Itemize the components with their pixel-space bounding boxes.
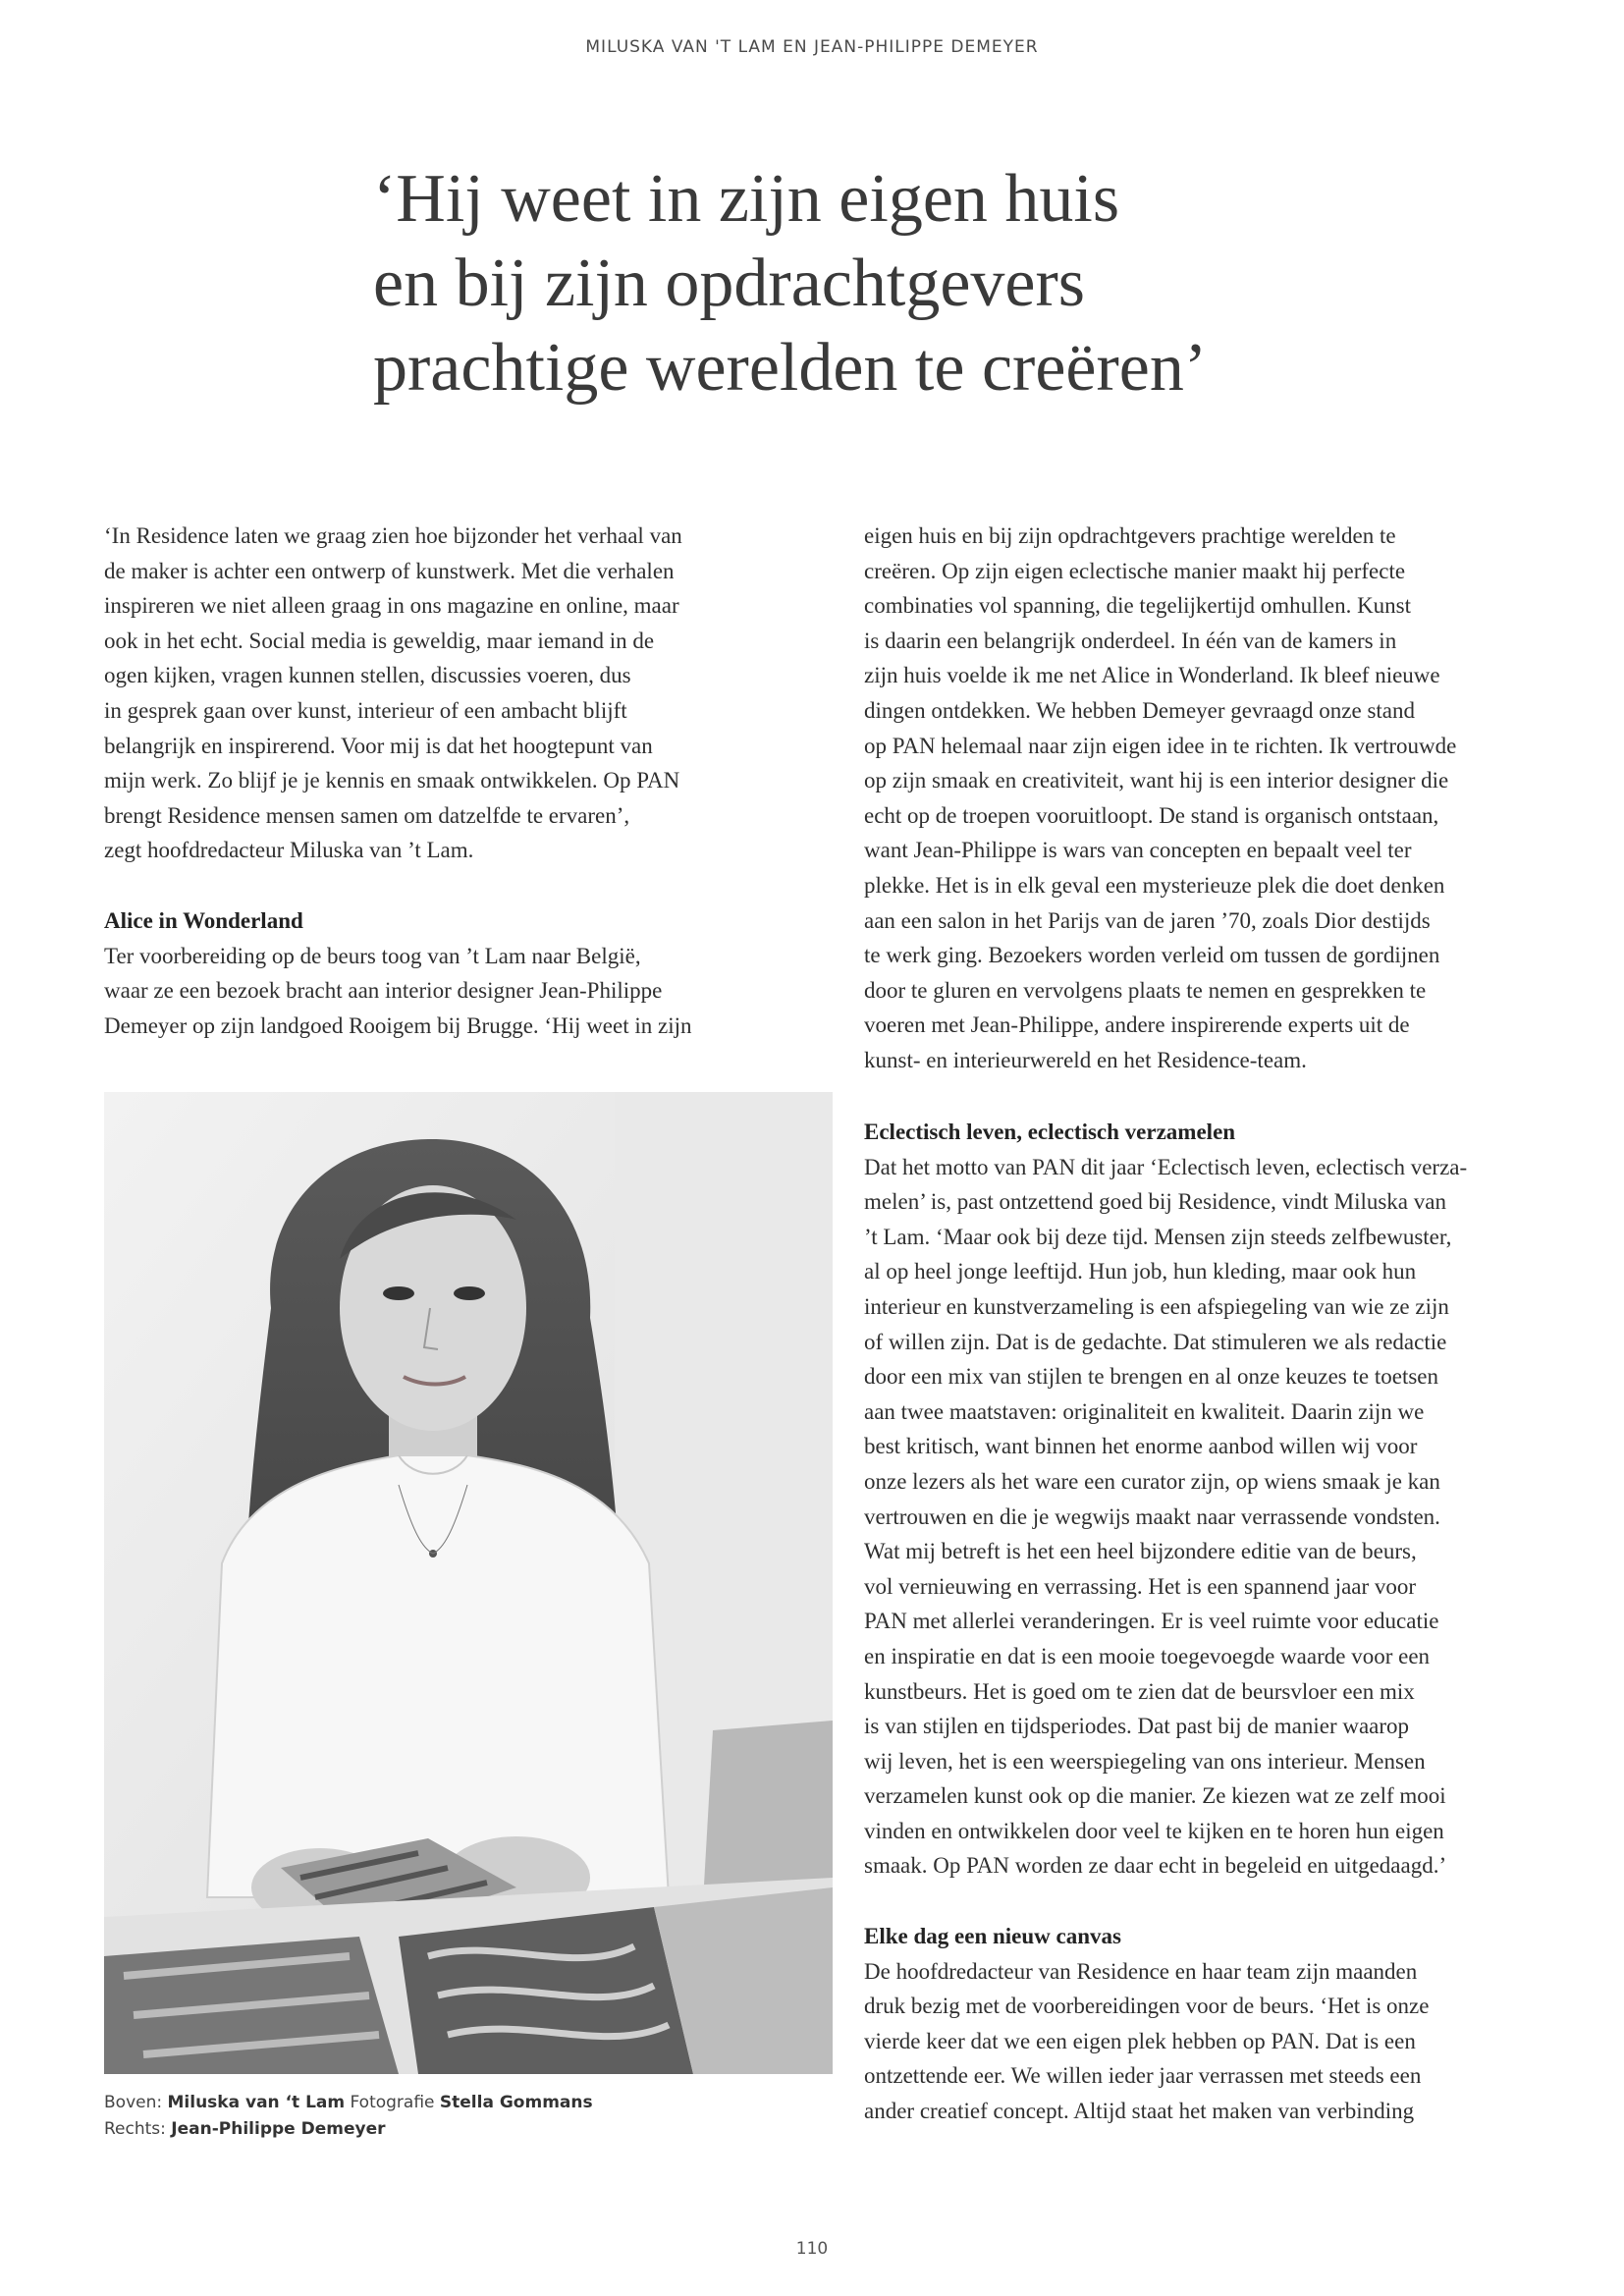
headline-line: ‘Hij weet in zijn eigen huis [373, 161, 1120, 237]
text-line: interieur en kunstverzameling is een afspiegeling van wie ze zijn [864, 1293, 1449, 1319]
text-line: aan een salon in het Parijs van de jaren ’70, zoals Dior destijds [864, 907, 1431, 933]
text-line: door een mix van stijlen te brengen en al onze keuzes te toetsen [864, 1364, 1439, 1390]
text-line: in gesprek gaan over kunst, interieur of een ambacht blijft [104, 697, 627, 723]
text-line: inspireren we niet alleen graag in ons magazine en online, maar [104, 593, 679, 619]
caption-subject: Jean-Philippe Demeyer [171, 2119, 386, 2139]
portrait-illustration [104, 1092, 833, 2074]
right-column-bottom [864, 1115, 1586, 2129]
headline-line: prachtige werelden te creëren’ [373, 330, 1208, 406]
text-line: en inspiratie en dat is een mooie toegevoegde waarde voor een [864, 1643, 1431, 1668]
text-line: waar ze een bezoek bracht aan interior designer Jean-Philippe [104, 978, 663, 1004]
text-line: vertrouwen en die je wegwijs maakt naar verrassende vondsten. [864, 1503, 1440, 1529]
text-line: want Jean-Philippe is wars van concepten en bepaalt veel ter [864, 838, 1412, 863]
text-line: belangrijk en inspirerend. Voor mij is dat het hoogtepunt van [104, 733, 653, 758]
text-line: plekke. Het is in elk geval een mysterieuze plek die doet denken [864, 872, 1445, 898]
text-line: ontzettende eer. We willen ieder jaar verrassen met steeds een [864, 2063, 1422, 2089]
text-line: ander creatief concept. Altijd staat het maken van verbinding [864, 2099, 1415, 2124]
text-line: verzamelen kunst ook op die manier. Ze kiezen wat ze zelf mooi [864, 1783, 1446, 1809]
left-column [104, 519, 811, 1043]
text-line: mijn werk. Zo blijf je je kennis en smaak ontwikkelen. Op PAN [104, 768, 680, 793]
text-line: ook in het echt. Social media is geweldig, maar iemand in de [104, 628, 655, 653]
text-line: best kritisch, want binnen het enorme aanbod willen wij voor [864, 1434, 1418, 1459]
caption-subject: Miluska van ‘t Lam [167, 2093, 346, 2112]
intro-paragraph [104, 519, 811, 868]
text-line: onze lezers als het ware een curator zijn, op wiens smaak je kan [864, 1468, 1440, 1494]
text-line: wij leven, het is een weerspiegeling van ons interieur. Mensen [864, 1748, 1426, 1774]
text-line: Demeyer op zijn landgoed Rooigem bij Brugge. ‘Hij weet in zijn [104, 1012, 692, 1038]
text-line: druk bezig met de voorbereidingen voor de beurs. ‘Het is onze [864, 1994, 1430, 2019]
text-line: eigen huis en bij zijn opdrachtgevers prachtige werelden te [864, 523, 1396, 548]
text-line: de maker is achter een ontwerp of kunstwerk. Met die verhalen [104, 558, 675, 583]
text-line: te werk ging. Bezoekers worden verleid om tussen de gordijnen [864, 943, 1440, 968]
headline-line: en bij zijn opdrachtgevers [373, 246, 1086, 321]
text-line: vierde keer dat we een eigen plek hebben op PAN. Dat is een [864, 2028, 1416, 2053]
text-line: vinden en ontwikkelen door veel te kijken en te horen hun eigen [864, 1818, 1444, 1843]
page-number: 110 [795, 2239, 829, 2259]
caption-label: Rechts: [104, 2119, 172, 2139]
text-line: aan twee maatstaven: originaliteit en kwaliteit. Daarin zijn we [864, 1398, 1425, 1424]
text-line: al op heel jonge leeftijd. Hun job, hun kleding, maar ook hun [864, 1259, 1417, 1285]
text-line: of willen zijn. Dat is de gedachte. Dat stimuleren we als redactie [864, 1329, 1447, 1354]
text-line: ogen kijken, vragen kunnen stellen, discussies voeren, dus [104, 663, 631, 688]
text-line: is daarin een belangrijk onderdeel. In één van de kamers in [864, 628, 1397, 653]
caption-photographer: Stella Gommans [439, 2093, 593, 2112]
section-heading-alice: Alice in Wonderland [104, 907, 303, 933]
caption-label: Boven: [104, 2093, 168, 2112]
text-line: ’t Lam. ‘Maar ook bij deze tijd. Mensen zijn steeds zelfbewuster, [864, 1224, 1452, 1249]
text-line: ‘In Residence laten we graag zien hoe bijzonder het verhaal van [104, 523, 682, 548]
text-line: De hoofdredacteur van Residence en haar team zijn maanden [864, 1958, 1418, 1984]
text-line: op PAN helemaal naar zijn eigen idee in te richten. Ik vertrouwde [864, 733, 1457, 758]
text-line: Ter voorbereiding op de beurs toog van ’t Lam naar België, [104, 943, 641, 968]
text-line: combinaties vol spanning, die tegelijkertijd omhullen. Kunst [864, 593, 1412, 619]
text-line: door te gluren en vervolgens plaats te nemen en gesprekken te [864, 977, 1427, 1003]
section-paragraph-eclectisch [864, 1150, 1586, 1884]
running-header: MILUSKA VAN 'T LAM EN JEAN-PHILIPPE DEMEYER [585, 37, 1039, 57]
text-line: smaak. Op PAN worden ze daar echt in begeleid en uitgedaagd.’ [864, 1853, 1447, 1879]
caption-line-top [104, 2090, 833, 2116]
text-line: echt op de troepen vooruitloopt. De stand is organisch ontstaan, [864, 802, 1439, 828]
text-line: voeren met Jean-Philippe, andere inspirerende experts uit de [864, 1012, 1410, 1038]
text-line: kunstbeurs. Het is goed om te zien dat de beursvloer een mix [864, 1678, 1415, 1704]
section-heading-canvas: Elke dag een nieuw canvas [864, 1924, 1121, 1949]
text-line: zijn huis voelde ik me net Alice in Wonderland. Ik bleef nieuwe [864, 663, 1440, 688]
section-heading-eclectisch: Eclectisch leven, eclectisch verzamelen [864, 1120, 1236, 1144]
photo-caption [104, 2090, 833, 2143]
text-line: op zijn smaak en creativiteit, want hij is een interior designer die [864, 768, 1449, 793]
continuation-paragraph [864, 519, 1586, 1078]
text-line: brengt Residence mensen samen om datzelfde te ervaren’, [104, 802, 630, 828]
text-line: zegt hoofdredacteur Miluska van ’t Lam. [104, 838, 474, 863]
text-line: Dat het motto van PAN dit jaar ‘Eclectisch leven, eclectisch verza- [864, 1154, 1468, 1179]
caption-line-right [104, 2116, 833, 2143]
text-line: PAN met allerlei veranderingen. Er is veel ruimte voor educatie [864, 1609, 1439, 1634]
caption-label: Fotografie [345, 2093, 440, 2112]
right-column-top [864, 519, 1586, 1078]
portrait-photo [104, 1092, 833, 2074]
headline [373, 157, 1453, 410]
text-line: kunst- en interieurwereld en het Residence-team. [864, 1047, 1307, 1072]
text-line: creëren. Op zijn eigen eclectische manier maakt hij perfecte [864, 558, 1406, 583]
text-line: is van stijlen en tijdsperiodes. Dat past bij de manier waarop [864, 1714, 1410, 1739]
section-paragraph-alice [104, 939, 811, 1044]
text-line: vol vernieuwing en verrassing. Het is een spannend jaar voor [864, 1573, 1417, 1599]
section-paragraph-canvas [864, 1954, 1586, 2129]
text-line: melen’ is, past ontzettend goed bij Residence, vindt Miluska van [864, 1189, 1446, 1215]
text-line: Wat mij betreft is het een heel bijzondere editie van de beurs, [864, 1539, 1417, 1564]
text-line: dingen ontdekken. We hebben Demeyer gevraagd onze stand [864, 697, 1416, 723]
